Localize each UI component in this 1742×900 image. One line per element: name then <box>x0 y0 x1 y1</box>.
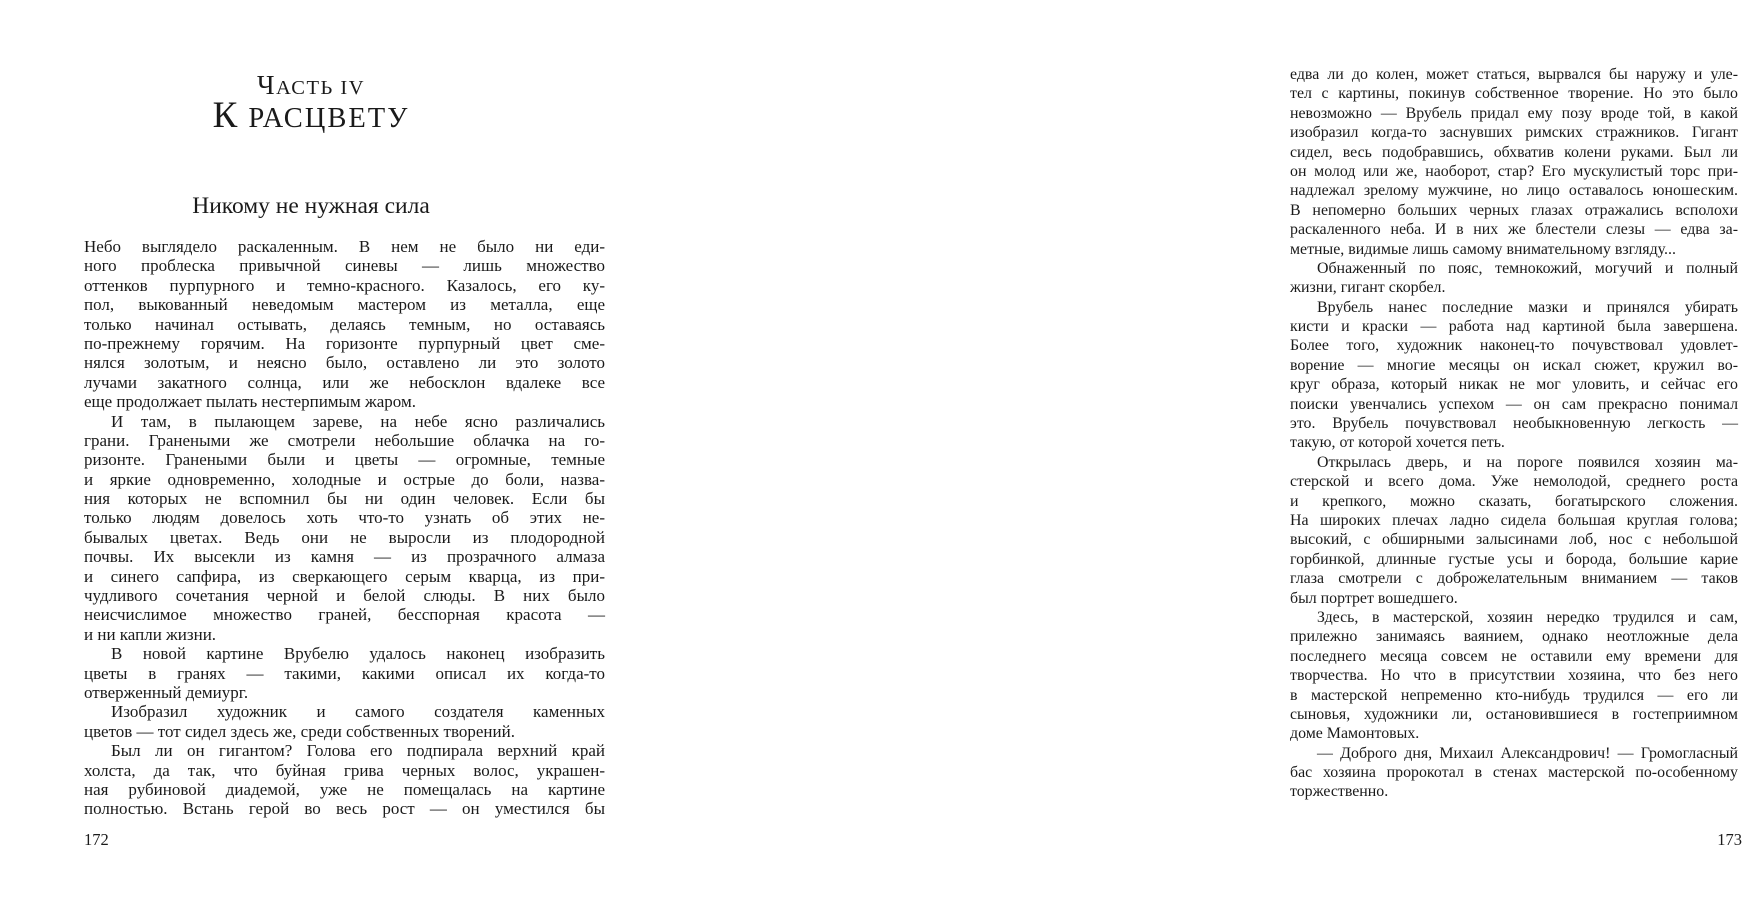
text-line: горбинкой, длинные густые усы и борода, большие карие <box>1290 550 1738 568</box>
text-line: изобразил когда-то заснувших римских стражников. Гигант <box>1290 124 1738 142</box>
text-line: поиски увенчались успехом — он сам прекрасно понимал <box>1290 395 1738 413</box>
text-line: и синего сапфира, из сверкающего серым кварца, из при- <box>84 566 605 586</box>
text-line: Небо выглядело раскаленным. В нем не было ни еди- <box>84 237 605 256</box>
text-line: Был ли он гигантом? Голова его подпирала верхний край <box>111 741 605 761</box>
text-line: он молод или же, наоборот, стар? Его мускулистый торс при- <box>1290 162 1738 180</box>
text-line: жизни, гигант скорбел. <box>1290 279 1446 297</box>
text-line: и крепкого, можно сказать, богатырского сложения. <box>1290 492 1738 510</box>
text-line: В новой картине Врубелю удалось наконец изобразить <box>111 644 605 664</box>
text-line: пол, выкованный неведомым мастером из металла, еще <box>84 295 605 315</box>
text-line: кисти и краски — работа над картиной была завершена. <box>1290 318 1738 336</box>
text-line: ния которых не вспомнил бы ни один человек. Если бы <box>84 489 605 509</box>
text-line: был портрет вошедшего. <box>1290 589 1458 607</box>
part-heading-initial: Ч <box>256 70 277 100</box>
text-line: Врубель нанес последние мазки и принялся убирать <box>1317 298 1738 316</box>
text-line: бас хозяина пророкотал в стенах мастерской по-особенному <box>1290 764 1738 782</box>
text-line: — Доброго дня, Михаил Александрович! — Громогласный <box>1317 744 1738 762</box>
text-line: Более того, художник наконец-то почувствовал удовлет- <box>1290 337 1738 355</box>
text-line: нялся золотым, и неясно было, оставлено ли это золото <box>84 353 605 373</box>
text-line: ная рубиновой диадемой, уже не помещалась на картине <box>84 779 605 799</box>
right-page <box>620 0 1742 900</box>
text-line: это. Врубель почувствовал необыкновенную легкость — <box>1290 415 1738 433</box>
text-line: последнего месяца совсем не оставили ему времени для <box>1290 647 1738 665</box>
text-line: На широких плечах ладно сидела большая круглая голова; <box>1290 511 1738 529</box>
section-title <box>0 94 622 137</box>
text-line: тел с картины, покинув собственное творение. Но это было <box>1290 85 1738 103</box>
text-line: круг образа, который никак не мог уловить, и сейчас его <box>1290 376 1738 394</box>
text-line: И там, в пылающем зареве, на небе ясно различались <box>111 411 605 431</box>
text-line: Обнаженный по пояс, темнокожий, могучий и полный <box>1317 259 1738 277</box>
text-line: холста, да так, что буйная грива черных волос, украшен- <box>84 760 605 780</box>
text-line: и яркие одновременно, холодные и острые до боли, назва- <box>84 469 605 489</box>
right-page-number: 173 <box>1717 830 1742 849</box>
text-line: едва ли до колен, может статься, вырвался бы наружу и уле- <box>1290 66 1738 83</box>
text-line: глаза смотрели с доброжелательным вниманием — таков <box>1290 570 1738 588</box>
text-line: метные, видимые лишь самому внимательному взгляду... <box>1290 240 1676 258</box>
text-line: Здесь, в мастерской, хозяин нередко трудился и сам, <box>1317 608 1738 626</box>
text-line: раскаленного неба. И в них же блестели слезы — едва за- <box>1290 221 1738 239</box>
text-line: почвы. Их высекли из камня — из прозрачного алмаза <box>84 547 605 567</box>
text-line: чудливого сочетания черной и белой слюды. В них было <box>84 586 605 606</box>
text-line: ного проблеска привычной синевы — лишь множество <box>84 256 605 276</box>
text-line: ризонте. Гранеными были и цветы — огромные, темные <box>84 450 605 470</box>
text-line: только начинал остывать, делаясь темным, но оставаясь <box>84 314 605 334</box>
text-line: Изобразил художник и самого создателя каменных <box>111 702 605 722</box>
chapter-title: Никому не нужная сила <box>192 193 430 219</box>
part-heading-rest: АСТЬ IV <box>276 77 366 99</box>
text-line: невозможно — Врубель придал ему позу вроде той, в какой <box>1290 104 1738 122</box>
right-page-text <box>1290 65 1738 802</box>
text-line: неисчислимое множество граней, бесспорная красота — <box>84 605 605 625</box>
text-line: бывалых цветах. Ведь они не выросли из плодородной <box>84 527 605 547</box>
text-line: лучами закатного солнца, или же небосклон вдалеке все <box>84 372 605 392</box>
text-line: полностью. Встань герой во весь рост — он уместился бы <box>84 799 605 819</box>
text-line: сидел, весь подобравшись, обхватив колени руками. Был ли <box>1290 143 1738 161</box>
left-page-number: 172 <box>84 830 109 849</box>
text-line: цветов — тот сидел здесь же, среди собственных творений. <box>84 721 515 741</box>
text-line: цветы в гранях — такими, какими описал их когда-то <box>84 663 605 683</box>
section-title-rest: РАСЦВЕТУ <box>239 103 410 134</box>
text-line: только людям довелось хоть что-то узнать об этих не- <box>84 508 605 528</box>
text-line: и ни капли жизни. <box>84 624 217 644</box>
text-line: Открылась дверь, и на пороге появился хозяин ма- <box>1317 453 1738 471</box>
text-line: грани. Гранеными же смотрели небольшие облачка на го- <box>84 430 605 450</box>
text-line: творчества. Но что в присутствии хозяина, что без него <box>1290 667 1738 685</box>
text-line: оттенков пурпурного и темно-красного. Казалось, его ку- <box>84 275 605 295</box>
text-line: высокий, с обширными залысинами лоб, нос с небольшой <box>1290 531 1738 549</box>
text-line: такую, от которой хочется петь. <box>1290 434 1505 452</box>
left-page-text <box>84 237 605 819</box>
text-line: отверженный демиург. <box>84 682 249 702</box>
text-line: надлежал зрелому мужчине, но лицо оставалось юношеским. <box>1290 182 1738 200</box>
text-line: прилежно занимаясь ваянием, однако неотложные дела <box>1290 628 1738 646</box>
text-line: торжественно. <box>1290 783 1389 801</box>
text-line: доме Мамонтовых. <box>1290 725 1420 743</box>
text-line: в мастерской непременно кто-нибудь трудился — его ли <box>1290 686 1738 704</box>
left-page <box>0 0 620 900</box>
section-title-initial: К <box>212 95 240 136</box>
text-line: ворение — многие месяцы он искал сюжет, кружил во- <box>1290 356 1738 374</box>
text-line: по-прежнему горячим. На горизонте пурпурный цвет сме- <box>84 333 605 353</box>
text-line: сыновья, художники ли, остановившиеся в гостеприимном <box>1290 705 1738 723</box>
text-line: еще продолжает пылать нестерпимым жаром. <box>84 392 416 412</box>
text-line: стерской и всего дома. Уже немолодой, среднего роста <box>1290 473 1738 491</box>
text-line: В непомерно больших черных глазах отражались всполохи <box>1290 201 1738 219</box>
